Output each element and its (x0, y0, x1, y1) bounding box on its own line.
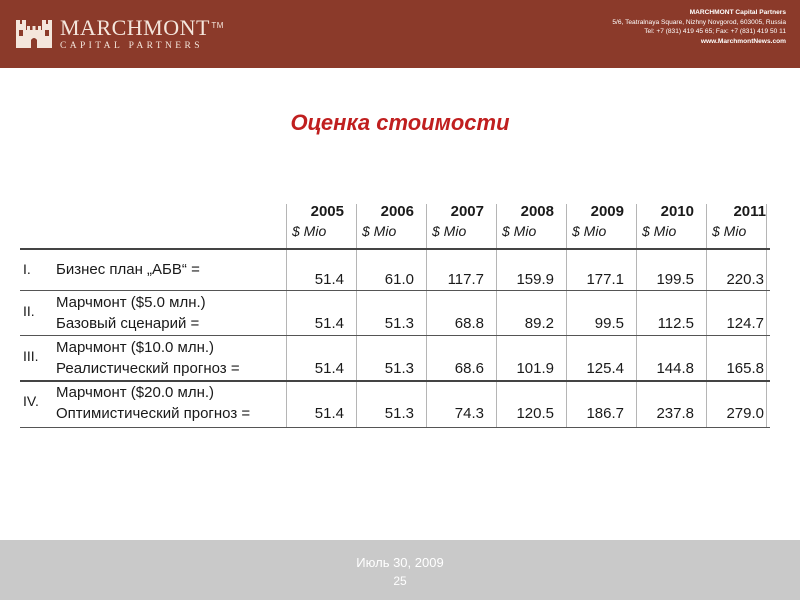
brand-logo (14, 14, 224, 54)
table-row (20, 250, 770, 290)
table-cell: 68.8 (454, 315, 484, 332)
table-cell: 125.4 (586, 360, 624, 377)
footer-date: Июль 30, 2009 (356, 555, 444, 570)
brand-subtitle: CAPITAL PARTNERS (60, 40, 203, 51)
table-cell: 61.0 (384, 271, 414, 288)
table-cell: 51.3 (384, 405, 414, 422)
year-header: 2007 (450, 203, 484, 220)
castle-logo-icon (14, 18, 54, 50)
table-cell: 165.8 (726, 360, 764, 377)
unit-label: $ Mio (362, 223, 397, 239)
table-cell: 177.1 (586, 271, 624, 288)
contact-info (612, 8, 786, 46)
table-cell: 144.8 (656, 360, 694, 377)
table-cell: 220.3 (726, 271, 764, 288)
year-header: 2005 (310, 203, 344, 220)
brand-name: MARCHMONT TM (60, 14, 224, 40)
table-cell: 186.7 (586, 405, 624, 422)
footer-bar (0, 540, 800, 600)
unit-label: $ Mio (432, 223, 467, 239)
table-row (20, 292, 770, 334)
page-title: Оценка стоимости (290, 110, 510, 135)
table-cell: 68.6 (454, 360, 484, 377)
table-row (20, 382, 770, 426)
row-sublabel: Базовый сценарий = (56, 315, 200, 332)
year-header: 2010 (660, 203, 694, 220)
row-divider (20, 335, 770, 336)
table-bottom-rule (20, 427, 770, 428)
table-cell: 124.7 (726, 315, 764, 332)
valuation-table (20, 200, 770, 428)
year-header: 2011 (733, 203, 766, 220)
row-label: Марчмонт ($10.0 млн.) (56, 339, 215, 356)
header-bar (0, 0, 800, 68)
unit-header-row (20, 222, 770, 242)
table-cell: 51.3 (384, 360, 414, 377)
contact-website[interactable]: www.MarchmontNews.com (700, 37, 786, 45)
table-cell: 159.9 (516, 271, 554, 288)
row-label: Марчмонт ($20.0 млн.) (56, 384, 215, 401)
row-divider (20, 290, 770, 291)
table-cell: 101.9 (516, 360, 554, 377)
year-header-row (20, 200, 770, 222)
unit-label: $ Mio (712, 223, 747, 239)
table-row (20, 337, 770, 379)
table-cell: 237.8 (656, 405, 694, 422)
contact-address: 5/6, Teatralnaya Square, Nizhny Novgorod, 603005, Russia (612, 18, 786, 26)
row-number: III. (23, 348, 39, 364)
table-cell: 117.7 (447, 271, 484, 288)
table-cell: 279.0 (726, 405, 764, 422)
year-header: 2008 (520, 203, 554, 220)
table-cell: 51.4 (314, 315, 344, 332)
row-number: II. (23, 303, 35, 319)
table-cell: 120.5 (516, 405, 554, 422)
contact-company: MARCHMONT Capital Partners (689, 9, 786, 16)
row-label: Бизнес план „АБВ“ = (56, 261, 200, 278)
page-number: 25 (393, 574, 407, 588)
table-cell: 51.4 (314, 271, 344, 288)
unit-label: $ Mio (642, 223, 677, 239)
table-cell: 112.5 (657, 315, 694, 332)
table-cell: 99.5 (594, 315, 624, 332)
row-number: I. (23, 261, 31, 277)
unit-label: $ Mio (292, 223, 327, 239)
unit-label: $ Mio (502, 223, 537, 239)
row-label: Марчмонт ($5.0 млн.) (56, 294, 206, 311)
year-header: 2009 (590, 203, 624, 220)
table-cell: 51.4 (314, 405, 344, 422)
contact-phone: Tel: +7 (831) 419 45 65; Fax: +7 (831) 419 50 11 (644, 28, 786, 36)
table-cell: 74.3 (454, 405, 484, 422)
table-cell: 89.2 (524, 315, 554, 332)
unit-label: $ Mio (572, 223, 607, 239)
table-cell: 199.5 (656, 271, 694, 288)
row-sublabel: Реалистический прогноз = (56, 360, 240, 377)
trademark-mark: TM (211, 20, 224, 30)
year-header: 2006 (380, 203, 414, 220)
row-sublabel: Оптимистический прогноз = (56, 405, 251, 422)
table-cell: 51.3 (384, 315, 414, 332)
row-number: IV. (23, 393, 39, 409)
table-cell: 51.4 (314, 360, 344, 377)
